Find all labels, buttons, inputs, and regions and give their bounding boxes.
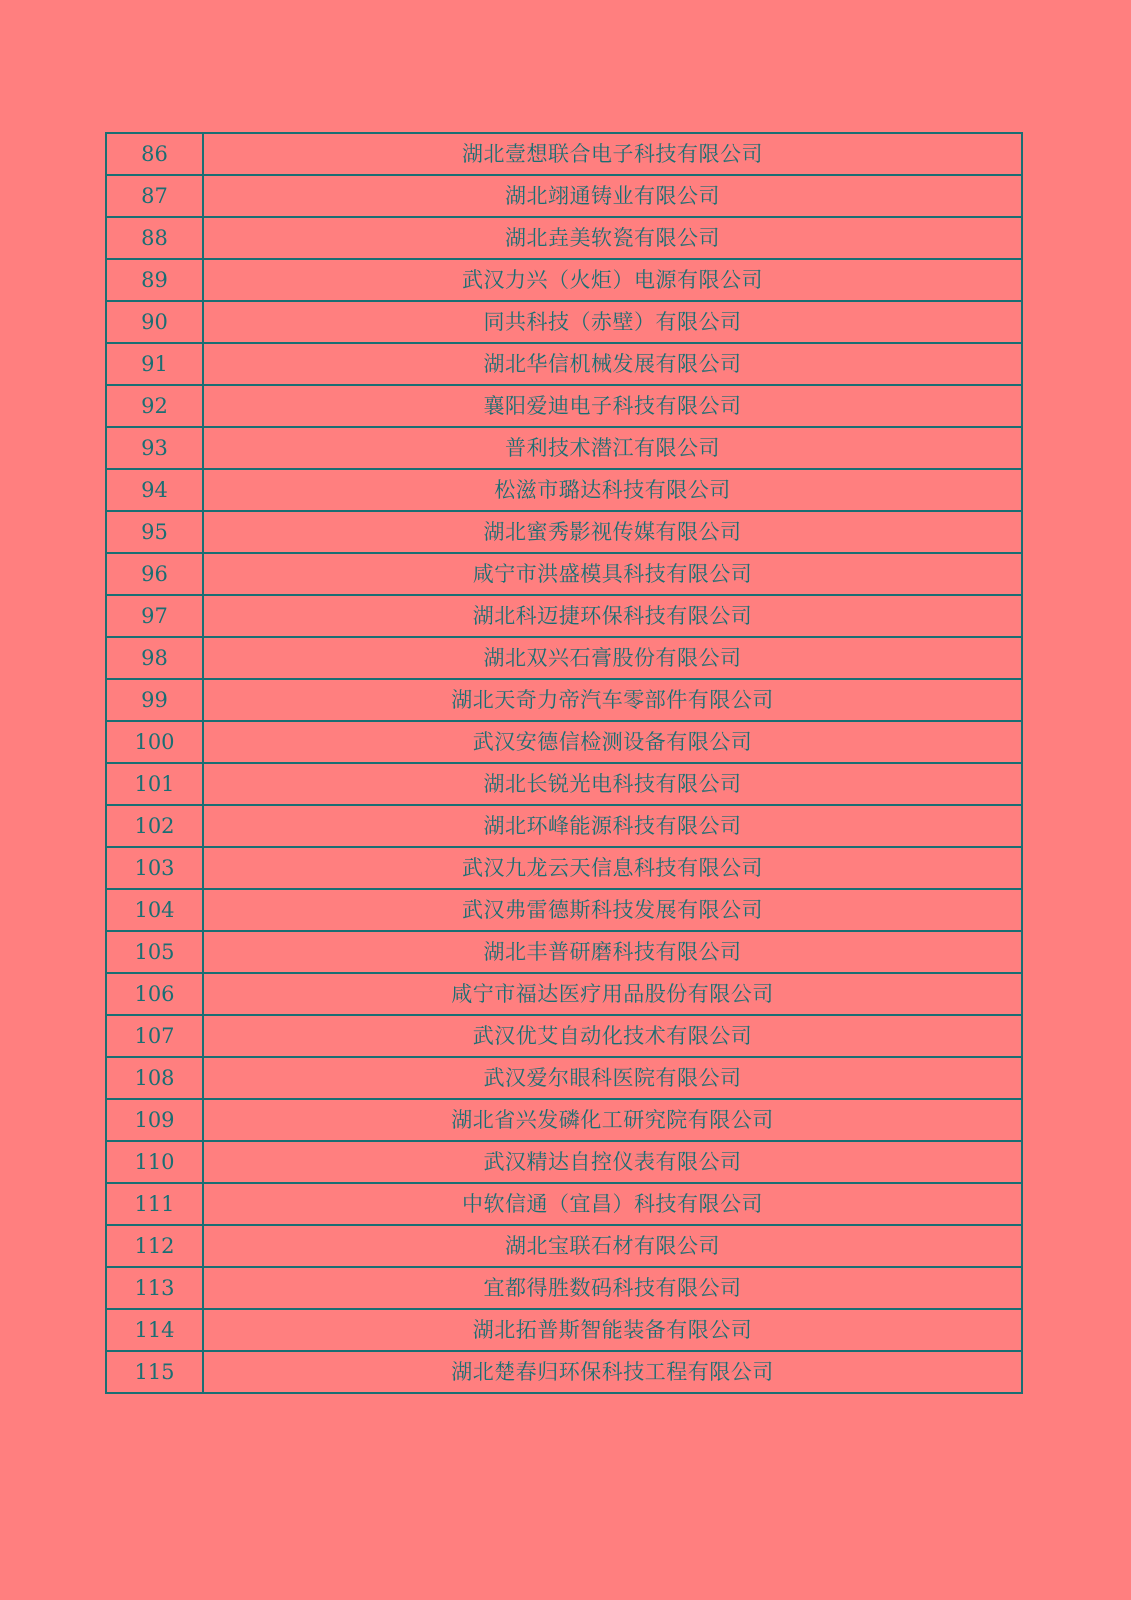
table-row xyxy=(106,343,1022,385)
table-row xyxy=(106,469,1022,511)
company-list-table xyxy=(105,132,1023,1394)
company-name-cell: 湖北拓普斯智能装备有限公司 xyxy=(203,1309,1022,1351)
table-row xyxy=(106,1057,1022,1099)
row-number-cell: 106 xyxy=(106,973,203,1015)
table-row xyxy=(106,259,1022,301)
row-number-cell: 110 xyxy=(106,1141,203,1183)
company-name-cell: 武汉弗雷德斯科技发展有限公司 xyxy=(203,889,1022,931)
row-number-cell: 102 xyxy=(106,805,203,847)
table-row xyxy=(106,217,1022,259)
company-name-cell: 湖北环峰能源科技有限公司 xyxy=(203,805,1022,847)
row-number-cell: 104 xyxy=(106,889,203,931)
company-name-cell: 咸宁市洪盛模具科技有限公司 xyxy=(203,553,1022,595)
row-number-cell: 94 xyxy=(106,469,203,511)
table-row xyxy=(106,847,1022,889)
row-number-cell: 86 xyxy=(106,133,203,175)
table-row xyxy=(106,973,1022,1015)
table-row xyxy=(106,511,1022,553)
company-name-cell: 中软信通（宜昌）科技有限公司 xyxy=(203,1183,1022,1225)
table-row xyxy=(106,931,1022,973)
row-number-cell: 111 xyxy=(106,1183,203,1225)
row-number-cell: 108 xyxy=(106,1057,203,1099)
company-name-cell: 武汉力兴（火炬）电源有限公司 xyxy=(203,259,1022,301)
table-row xyxy=(106,1141,1022,1183)
company-name-cell: 咸宁市福达医疗用品股份有限公司 xyxy=(203,973,1022,1015)
company-name-cell: 湖北长锐光电科技有限公司 xyxy=(203,763,1022,805)
row-number-cell: 103 xyxy=(106,847,203,889)
company-name-cell: 湖北垚美软瓷有限公司 xyxy=(203,217,1022,259)
row-number-cell: 87 xyxy=(106,175,203,217)
company-name-cell: 湖北丰普研磨科技有限公司 xyxy=(203,931,1022,973)
table-row xyxy=(106,679,1022,721)
table-row xyxy=(106,1015,1022,1057)
row-number-cell: 88 xyxy=(106,217,203,259)
row-number-cell: 92 xyxy=(106,385,203,427)
row-number-cell: 91 xyxy=(106,343,203,385)
row-number-cell: 93 xyxy=(106,427,203,469)
company-name-cell: 普利技术潜江有限公司 xyxy=(203,427,1022,469)
table-row xyxy=(106,763,1022,805)
company-name-cell: 湖北楚春归环保科技工程有限公司 xyxy=(203,1351,1022,1393)
company-name-cell: 湖北宝联石材有限公司 xyxy=(203,1225,1022,1267)
table-row xyxy=(106,889,1022,931)
table-row xyxy=(106,133,1022,175)
table-row xyxy=(106,637,1022,679)
row-number-cell: 114 xyxy=(106,1309,203,1351)
company-name-cell: 同共科技（赤壁）有限公司 xyxy=(203,301,1022,343)
company-name-cell: 湖北科迈捷环保科技有限公司 xyxy=(203,595,1022,637)
row-number-cell: 89 xyxy=(106,259,203,301)
row-number-cell: 109 xyxy=(106,1099,203,1141)
row-number-cell: 95 xyxy=(106,511,203,553)
row-number-cell: 115 xyxy=(106,1351,203,1393)
row-number-cell: 101 xyxy=(106,763,203,805)
row-number-cell: 90 xyxy=(106,301,203,343)
company-name-cell: 湖北华信机械发展有限公司 xyxy=(203,343,1022,385)
table-row xyxy=(106,805,1022,847)
company-name-cell: 湖北壹想联合电子科技有限公司 xyxy=(203,133,1022,175)
company-name-cell: 宜都得胜数码科技有限公司 xyxy=(203,1267,1022,1309)
company-name-cell: 湖北天奇力帝汽车零部件有限公司 xyxy=(203,679,1022,721)
row-number-cell: 112 xyxy=(106,1225,203,1267)
company-name-cell: 武汉九龙云天信息科技有限公司 xyxy=(203,847,1022,889)
table-row xyxy=(106,1309,1022,1351)
table-row xyxy=(106,1099,1022,1141)
company-name-cell: 武汉爱尔眼科医院有限公司 xyxy=(203,1057,1022,1099)
row-number-cell: 96 xyxy=(106,553,203,595)
company-name-cell: 松滋市璐达科技有限公司 xyxy=(203,469,1022,511)
row-number-cell: 105 xyxy=(106,931,203,973)
row-number-cell: 100 xyxy=(106,721,203,763)
company-name-cell: 湖北翊通铸业有限公司 xyxy=(203,175,1022,217)
table-row xyxy=(106,175,1022,217)
table-row xyxy=(106,595,1022,637)
row-number-cell: 113 xyxy=(106,1267,203,1309)
company-name-cell: 湖北双兴石膏股份有限公司 xyxy=(203,637,1022,679)
company-name-cell: 武汉优艾自动化技术有限公司 xyxy=(203,1015,1022,1057)
table-row xyxy=(106,427,1022,469)
company-name-cell: 湖北省兴发磷化工研究院有限公司 xyxy=(203,1099,1022,1141)
row-number-cell: 99 xyxy=(106,679,203,721)
company-name-cell: 湖北蜜秀影视传媒有限公司 xyxy=(203,511,1022,553)
table-row xyxy=(106,721,1022,763)
table-row xyxy=(106,301,1022,343)
company-name-cell: 武汉精达自控仪表有限公司 xyxy=(203,1141,1022,1183)
company-list-body xyxy=(106,133,1022,1393)
table-row xyxy=(106,1183,1022,1225)
company-name-cell: 武汉安德信检测设备有限公司 xyxy=(203,721,1022,763)
company-name-cell: 襄阳爱迪电子科技有限公司 xyxy=(203,385,1022,427)
table-row xyxy=(106,1225,1022,1267)
table-row xyxy=(106,1351,1022,1393)
table-row xyxy=(106,553,1022,595)
row-number-cell: 98 xyxy=(106,637,203,679)
row-number-cell: 107 xyxy=(106,1015,203,1057)
row-number-cell: 97 xyxy=(106,595,203,637)
table-row xyxy=(106,385,1022,427)
table-row xyxy=(106,1267,1022,1309)
